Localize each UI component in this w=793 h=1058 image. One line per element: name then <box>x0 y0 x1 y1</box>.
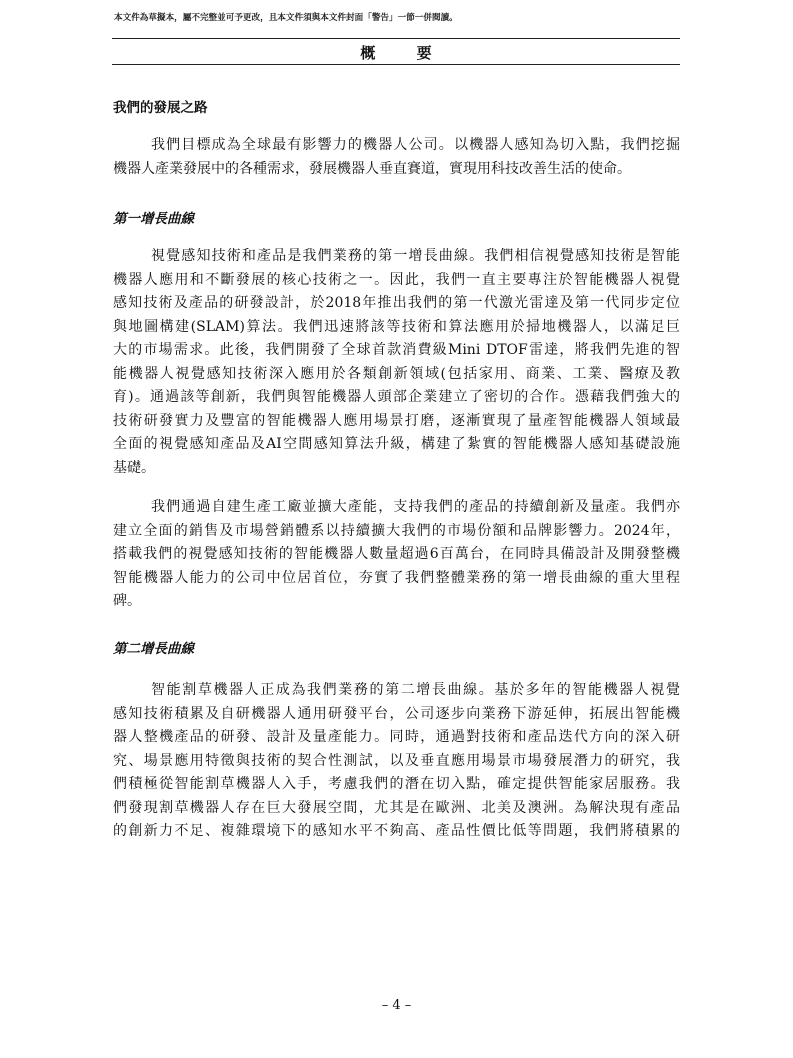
draft-disclaimer: 本文件為草擬本，屬不完整並可予更改，且本文件須與本文件封面「警告」一節一併閱讀。 <box>114 13 458 23</box>
header-rule-top <box>112 38 680 39</box>
header-rule-bottom <box>112 64 680 65</box>
text-line: 搭載我們的視覺感知技術的智能機器人數量超過6百萬台，在同時具備設計及開發整機 <box>113 546 680 562</box>
text-line: 碑。 <box>113 593 141 609</box>
text-line: 們發現割草機器人存在巨大發展空間，尤其是在歐洲、北美及澳洲。為解決現有產品 <box>113 799 680 816</box>
text-line: 視覺感知技術和產品是我們業務的第一增長曲線。我們相信視覺感知技術是智能 <box>151 248 680 264</box>
section-title: 概 要 <box>360 44 450 62</box>
text-line: 我們目標成為全球最有影響力的機器人公司。以機器人感知為切入點，我們挖掘 <box>151 137 680 153</box>
text-line: 全面的視覺感知產品及AI空間感知算法升級，構建了紮實的智能機器人感知基礎設施 <box>113 436 680 452</box>
text-line: 機器人應用和不斷發展的核心技術之一。因此，我們一直主要專注於智能機器人視覺 <box>113 271 680 288</box>
heading-development-path: 我們的發展之路 <box>113 100 208 116</box>
heading-second-growth-curve: 第二增長曲線 <box>113 641 194 657</box>
text-line: 機器人產業發展中的各種需求，發展機器人垂直賽道，實現用科技改善生活的使命。 <box>113 160 631 177</box>
paragraph-development <box>113 134 680 181</box>
paragraph-first-curve-2 <box>113 496 680 614</box>
text-line: 基礎。 <box>113 459 155 476</box>
text-line: 感知技術及產品的研發設計，於2018年推出我們的第一代激光雷達及第一代同步定位 <box>113 295 680 311</box>
text-line: 能機器人視覺感知技術深入應用於各類創新領域(包括家用、商業、工業、醫療及教 <box>113 365 680 382</box>
text-line: 建立全面的銷售及市場營銷體系以持續擴大我們的市場份額和品牌影響力。2024年， <box>113 522 680 539</box>
text-line: 們積極從智能割草機器人入手，考慮我們的潛在切入點，確定提供智能家居服務。我 <box>113 776 680 792</box>
text-line: 智能機器人能力的公司中位居首位，夯實了我們整體業務的第一增長曲線的重大里程 <box>113 569 680 586</box>
text-line: 究、場景應用特徵與技術的契合性測試，以及垂直應用場景市場發展潛力的研究，我 <box>113 752 680 769</box>
text-line: 大的市場需求。此後，我們開發了全球首款消費級Mini DTOF雷達，將我們先進的智 <box>113 342 680 358</box>
text-line: 與地圖構建(SLAM)算法。我們迅速將該等技術和算法應用於掃地機器人，以滿足巨 <box>113 318 680 335</box>
text-line: 技術研發實力及豐富的智能機器人應用場景打磨，逐漸實現了量產智能機器人領域最 <box>113 412 680 429</box>
paragraph-first-curve-1 <box>113 245 680 480</box>
heading-first-growth-curve: 第一增長曲線 <box>113 211 194 227</box>
page-number: – 4 – <box>381 998 412 1013</box>
text-line: 智能割草機器人正成為我們業務的第二增長曲線。基於多年的智能機器人視覺 <box>151 682 680 698</box>
text-line: 育)。通過該等創新，我們與智能機器人頭部企業建立了密切的合作。憑藉我們強大的 <box>113 389 680 405</box>
text-line: 感知技術積累及自研機器人通用研發平台，公司逐步向業務下游延伸，拓展出智能機 <box>113 705 680 722</box>
text-line: 器人整機產品的研發、設計及量產能力。同時，通過對技術和產品迭代方向的深入研 <box>113 729 680 745</box>
text-line: 的創新力不足、複雜環境下的感知水平不夠高、產品性價比低等問題，我們將積累的 <box>113 823 680 839</box>
text-line: 我們通過自建生產工廠並擴大產能，支持我們的產品的持續創新及量產。我們亦 <box>151 499 680 515</box>
paragraph-second-curve-1 <box>113 679 680 844</box>
